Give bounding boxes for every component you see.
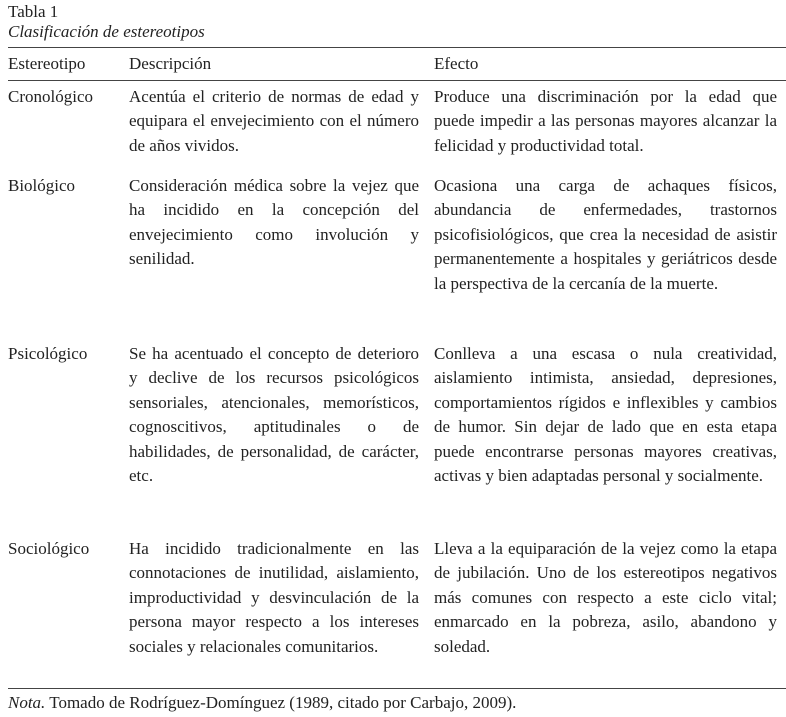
header-description: Descripción [129,54,212,73]
header-effect: Efecto [434,54,479,73]
table-label: Tabla 1 [8,2,59,21]
cell-description: Consideración médica sobre la vejez que ha incidido en la concepción del envejecimiento como involución y senilidad. [129,176,419,269]
header-stereotype: Estereotipo [8,54,86,73]
note-label: Nota. [8,693,46,712]
document [8,0,778,712]
cell-effect: Produce una discriminación por la edad que puede impedir a las personas mayores alcanzar la felicidad y productividad total. [434,87,777,155]
cell-effect: Ocasiona una carga de achaques físicos, abundancia de enfermedades, trastornos psicofisiológicos, que crea la necesidad de asistir permanentemente a hospitales y geriátricos desde la perspectiva de la cercanía de la muerte. [434,176,777,293]
cell-description: Ha incidido tradicionalmente en las connotaciones de inutilidad, aislamiento, improductividad y desvinculación de la persona mayor respecto a los intereses sociales y relacionales comunitarios. [129,539,419,656]
table-note [8,692,516,714]
cell-stereotype: Cronológico [8,87,93,106]
table-bottom-rule [8,688,786,689]
cell-effect: Lleva a la equiparación de la vejez como la etapa de jubilación. Uno de los estereotipos negativos más comunes con respecto a este ciclo vital; enmarcado en la pobreza, asilo, abandono y soledad. [434,539,777,656]
cell-stereotype: Psicológico [8,344,88,363]
cell-description: Acentúa el criterio de normas de edad y equipara el envejecimiento con el número de años vividos. [129,87,419,155]
cell-stereotype: Sociológico [8,539,90,558]
cell-stereotype: Biológico [8,176,76,195]
table-top-rule [8,47,786,48]
cell-description: Se ha acentuado el concepto de deterioro y declive de los recursos psicológicos sensoriales, atencionales, memorísticos, cognoscitivos, aptitudinales o de habilidades, de personalidad, de carácter, etc. [129,344,419,486]
cell-effect: Conlleva a una escasa o nula creatividad, aislamiento intimista, ansiedad, depresiones, comportamientos rígidos e inflexibles y cambios de humor. Sin dejar de lado que en esta etapa puede encontrarse personas mayores creativas, activas y bien adaptadas personal y socialmente. [434,344,777,486]
note-text: Tomado de Rodríguez-Domínguez (1989, citado por Carbajo, 2009). [45,693,517,712]
table-title: Clasificación de estereotipos [8,22,205,41]
table-header-rule [8,80,786,81]
